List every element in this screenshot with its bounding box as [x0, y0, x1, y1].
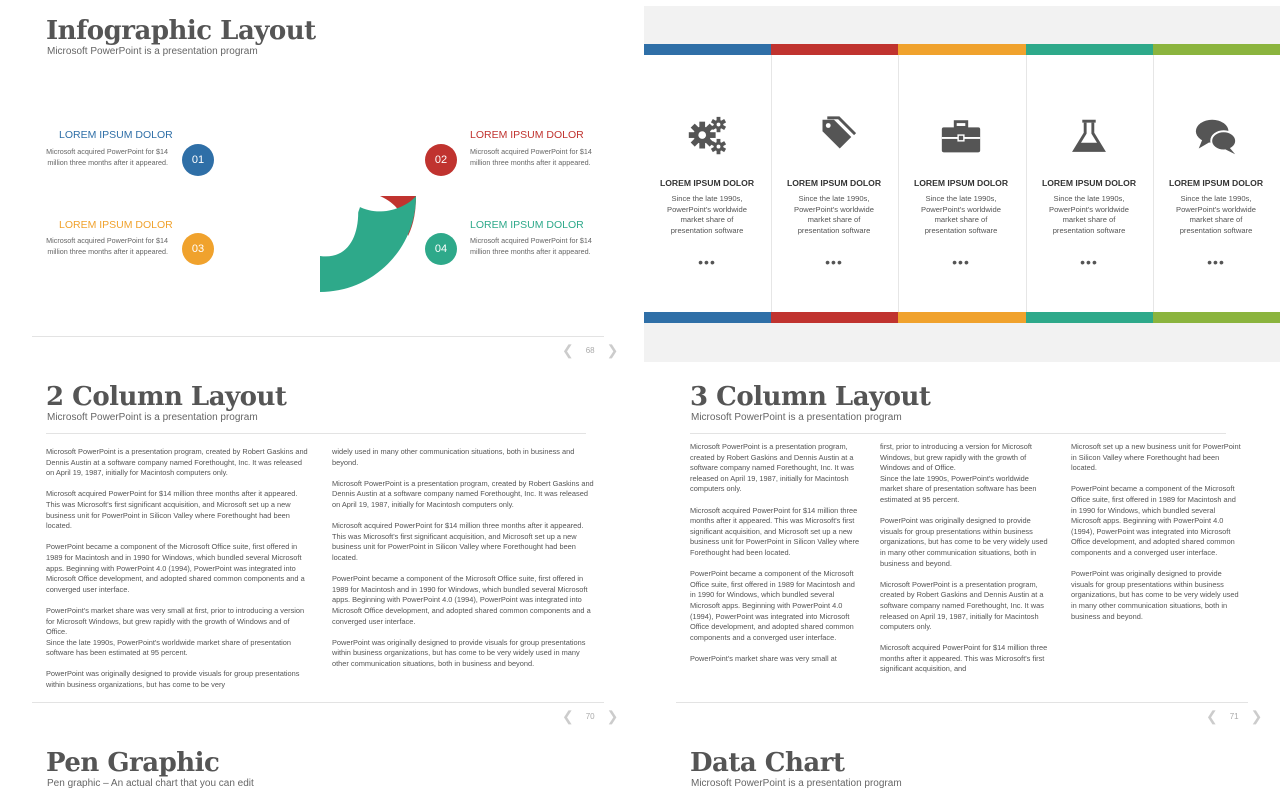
feature-heading: LOREM IPSUM DOLOR [786, 178, 882, 188]
item-4-number: 04 [425, 233, 457, 265]
feature-text: Since the late 1990s, PowerPoint's worldwide market share of presentation software [794, 194, 874, 235]
paragraph: first, prior to introducing a version for Microsoft Windows, but grew rapidly with the growth of Windows and of Office. Since the late 1990s, PowerPoint's worldwide market share of presentation software has been estimated at 95 percent. [880, 442, 1037, 504]
feature-text: Since the late 1990s, PowerPoint's worldwide market share of presentation software [667, 194, 747, 235]
slide-subtitle: Microsoft PowerPoint is a presentation program [47, 46, 258, 57]
paragraph: Microsoft acquired PowerPoint for $14 million three months after it appeared. This was Microsoft's first significant acquisition, and Microsoft set up a new business unit for PowerPoint in Silicon Valley where Forethought had been located. [332, 521, 584, 562]
page-number: 71 [1229, 712, 1239, 721]
page-number: 68 [585, 346, 595, 355]
slide-data-chart[interactable] [644, 740, 1280, 800]
slide-pager [562, 342, 618, 359]
briefcase-icon [938, 114, 984, 160]
feature-heading: LOREM IPSUM DOLOR [1041, 178, 1137, 188]
slide-pager [562, 708, 618, 725]
feature-column-1 [644, 6, 770, 362]
paragraph: Microsoft acquired PowerPoint for $14 million three months after it appeared. This was Microsoft's first significant acquisition, and Microsoft set up a new business unit for PowerPoint in Silicon Valley where Forethought had been located. [46, 489, 298, 531]
text-column-2 [880, 442, 1050, 686]
text-column-left [46, 447, 312, 701]
paragraph: Microsoft PowerPoint is a presentation program, created by Robert Gaskins and Dennis Austin at a software company named Forethought, Inc. It was released on April 19, 1987, initially for Macintosh computers only. [332, 478, 594, 509]
paragraph: PowerPoint became a component of the Microsoft Office suite, first offered in 1989 for Macintosh and in 1990 for Windows, which bundled several Microsoft apps. Beginning with PowerPoint 4.0 (1994), PowerPoint was integrated into Microsoft Office development, and adopted shared common components and a converged user interface. [690, 569, 855, 642]
item-2-number: 02 [425, 144, 457, 176]
slide-five-columns[interactable] [644, 6, 1280, 362]
item-4-text: Microsoft acquired PowerPoint for $14 million three months after it appeared. [470, 236, 592, 256]
slide-divider [32, 336, 604, 337]
slide-divider [676, 702, 1248, 703]
paragraph: PowerPoint became a component of the Microsoft Office suite, first offered in 1989 for Macintosh and in 1990 for Windows, which bundled several Microsoft apps. Beginning with PowerPoint 4.0 (1994), PowerPoint was integrated into Microsoft Office development, and adopted shared common components and a converged user interface. [1071, 484, 1236, 557]
slide-three-column[interactable] [644, 370, 1280, 732]
page-number: 70 [585, 712, 595, 721]
paragraph: Microsoft PowerPoint is a presentation program, created by Robert Gaskins and Dennis Austin at a software company named Forethought, Inc. It was released on April 19, 1987, initially for Macintosh computers only. [46, 447, 308, 478]
item-3-number: 03 [182, 233, 214, 265]
gears-icon [684, 114, 730, 160]
slide-title: Data Chart [690, 748, 845, 778]
paragraph: PowerPoint was originally designed to provide visuals for group presentations within business organizations, but has come to be very widely used in many other communication situations, both in business and beyond. [880, 516, 1048, 568]
feature-column-3 [898, 6, 1024, 362]
paragraph: PowerPoint was originally designed to provide visuals for group presentations within business organizations, but has come to be very widely used in many other communication situations, both in business and beyond. [1071, 569, 1239, 621]
slide-pager [1206, 708, 1262, 725]
feature-text: Since the late 1990s, PowerPoint's worldwide market share of presentation software [921, 194, 1001, 235]
paragraph: Microsoft acquired PowerPoint for $14 million three months after it appeared. This was Microsoft's first significant acquisition, and [880, 643, 1048, 674]
chat-icon [1193, 114, 1239, 160]
paragraph: PowerPoint became a component of the Microsoft Office suite, first offered in 1989 for Macintosh and in 1990 for Windows, which bundled several Microsoft apps. Beginning with PowerPoint 4.0 (1994), PowerPoint was integrated into Microsoft Office development, and adopted shared common components and a converged user interface. [332, 574, 591, 626]
slide-title: 2 Column Layout [46, 382, 287, 412]
next-chevron-icon[interactable]: ❯ [606, 342, 619, 358]
flask-icon [1066, 114, 1112, 160]
paragraph: PowerPoint became a component of the Microsoft Office suite, first offered in 1989 for Macintosh and in 1990 for Windows, which bundled several Microsoft apps. Beginning with PowerPoint 4.0 (1994), PowerPoint was integrated into Microsoft Office development, and adopted shared common components and a converged user interface. [46, 542, 305, 594]
slide-subtitle: Pen graphic – An actual chart that you can edit [47, 778, 254, 789]
item-1-number: 01 [182, 144, 214, 176]
more-dots-icon[interactable]: ••• [698, 254, 716, 270]
slide-title: Pen Graphic [46, 748, 220, 778]
paragraph: PowerPoint's market share was very small at first, prior to introducing a version for Microsoft Windows, but grew rapidly with the growth of Windows and of Office. Since the late 1990s, PowerPoint's worldwide market share of presentation software has been estimated at 95 percent. [46, 605, 305, 658]
feature-text: Since the late 1990s, PowerPoint's worldwide market share of presentation software [1176, 194, 1256, 235]
prev-chevron-icon[interactable]: ❮ [562, 342, 574, 358]
more-dots-icon[interactable]: ••• [825, 254, 843, 270]
slide-subtitle: Microsoft PowerPoint is a presentation program [691, 412, 902, 423]
text-column-3 [1071, 442, 1241, 633]
tags-icon [811, 114, 857, 160]
feature-column-2 [771, 6, 897, 362]
paragraph: widely used in many other communication situations, both in business and beyond. [332, 447, 575, 467]
text-column-1 [690, 442, 860, 675]
slide-subtitle: Microsoft PowerPoint is a presentation program [691, 778, 902, 789]
paragraph: Microsoft acquired PowerPoint for $14 million three months after it appeared. This was Microsoft's first significant acquisition, and Microsoft set up a new business unit for PowerPoint in Silicon Valley where Forethought had been located. [690, 505, 860, 557]
paragraph: PowerPoint was originally designed to provide visuals for group presentations within business organizations, but has come to be very widely used in many other communication situations, both in business and beyond. [332, 637, 586, 668]
slide-infographic[interactable] [0, 0, 636, 362]
paragraph: Microsoft PowerPoint is a presentation program, created by Robert Gaskins and Dennis Austin at a software company named Forethought, Inc. It was released on April 19, 1987, initially for Macintosh computers only. [880, 579, 1044, 632]
next-chevron-icon[interactable]: ❯ [606, 708, 619, 724]
slide-subtitle: Microsoft PowerPoint is a presentation program [47, 412, 258, 423]
spiral-graphic [220, 96, 420, 296]
title-rule [46, 433, 586, 434]
feature-column-5 [1153, 6, 1279, 362]
prev-chevron-icon[interactable]: ❮ [562, 708, 574, 724]
item-1-heading: LOREM IPSUM DOLOR [59, 129, 173, 141]
slide-pen-graphic[interactable] [0, 740, 636, 800]
slide-two-column[interactable] [0, 370, 636, 732]
item-1-text: Microsoft acquired PowerPoint for $14 million three months after it appeared. [46, 147, 168, 167]
feature-column-4 [1026, 6, 1152, 362]
prev-chevron-icon[interactable]: ❮ [1206, 708, 1218, 724]
title-rule [690, 433, 1226, 434]
more-dots-icon[interactable]: ••• [1207, 254, 1225, 270]
feature-heading: LOREM IPSUM DOLOR [1168, 178, 1264, 188]
item-2-heading: LOREM IPSUM DOLOR [470, 129, 584, 141]
feature-text: Since the late 1990s, PowerPoint's worldwide market share of presentation software [1049, 194, 1129, 235]
more-dots-icon[interactable]: ••• [952, 254, 970, 270]
item-3-text: Microsoft acquired PowerPoint for $14 million three months after it appeared. [46, 236, 168, 256]
item-4-heading: LOREM IPSUM DOLOR [470, 219, 584, 231]
text-column-right [332, 447, 596, 680]
slide-title: Infographic Layout [46, 16, 316, 46]
feature-heading: LOREM IPSUM DOLOR [659, 178, 755, 188]
more-dots-icon[interactable]: ••• [1080, 254, 1098, 270]
slide-title: 3 Column Layout [690, 382, 931, 412]
feature-heading: LOREM IPSUM DOLOR [913, 178, 1009, 188]
item-3-heading: LOREM IPSUM DOLOR [59, 219, 173, 231]
slide-divider [32, 702, 604, 703]
paragraph: PowerPoint was originally designed to provide visuals for group presentations within business organizations, but has come to be very [46, 669, 300, 690]
next-chevron-icon[interactable]: ❯ [1250, 708, 1263, 724]
paragraph: PowerPoint's market share was very small at [690, 653, 837, 663]
item-2-text: Microsoft acquired PowerPoint for $14 million three months after it appeared. [470, 147, 592, 167]
paragraph: Microsoft PowerPoint is a presentation program, created by Robert Gaskins and Dennis Austin at a software company named Forethought, Inc. It was released on April 19, 1987, initially for Macintosh computers only. [690, 442, 854, 494]
paragraph: Microsoft set up a new business unit for PowerPoint in Silicon Valley where Forethought had been located. [1071, 442, 1241, 473]
